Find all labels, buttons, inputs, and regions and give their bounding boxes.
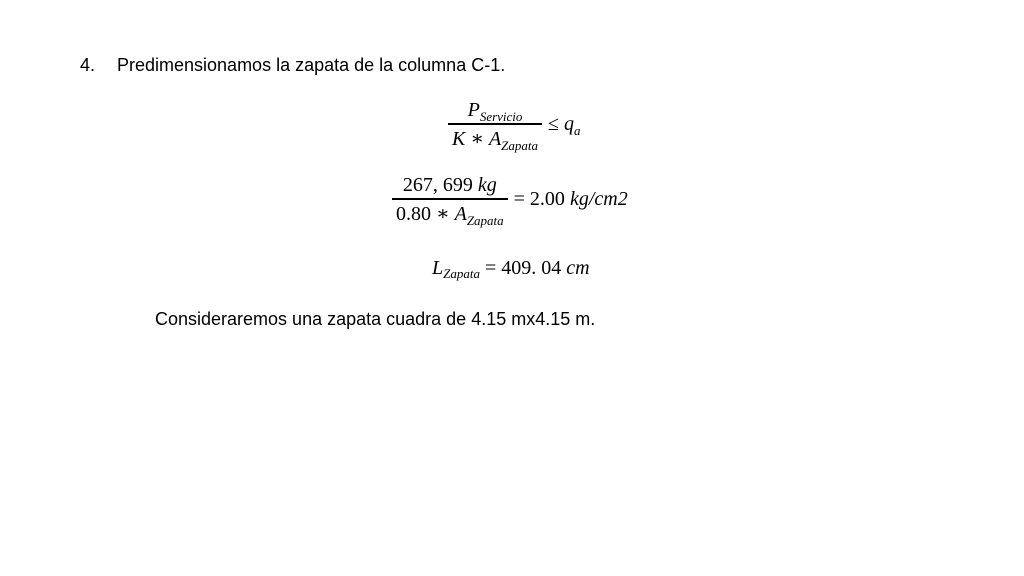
var-a: A: [454, 202, 467, 225]
fraction-numerator: [464, 100, 527, 123]
result-unit: cm: [566, 257, 590, 279]
var-l: L: [432, 257, 444, 279]
sub-zapata: Zapata: [443, 265, 480, 281]
fraction-denominator: [392, 200, 508, 228]
factor-value: 0.80 ∗: [396, 202, 455, 225]
fraction-service-load: [448, 99, 542, 153]
var-p: P: [467, 99, 480, 121]
fraction-load-value: [392, 174, 508, 228]
equation-substitution: [392, 174, 628, 228]
sub-zapata: Zapata: [501, 137, 538, 153]
equation-result: [432, 257, 590, 281]
rhs-unit: kg/cm2: [569, 188, 628, 211]
load-unit: kg: [477, 174, 497, 196]
sub-a: a: [573, 123, 581, 139]
var-k: K: [452, 127, 466, 150]
equation-rhs: [508, 189, 628, 209]
load-value: 267, 699: [402, 174, 478, 196]
fraction-denominator: [448, 125, 542, 153]
rhs-value: = 2.00: [513, 188, 570, 211]
equation-rhs: [542, 113, 581, 139]
list-item-text: Predimensionamos la zapata de la columna C-1.: [117, 55, 506, 75]
sub-zapata: Zapata: [466, 212, 504, 228]
list-item-number: 4.: [80, 55, 96, 75]
sub-servicio: Servicio: [479, 109, 523, 124]
var-q: q: [563, 113, 574, 136]
operator-times: ∗: [465, 127, 489, 150]
fraction-numerator: [399, 175, 501, 198]
relation-leq: ≤: [548, 113, 564, 136]
var-a: A: [488, 127, 502, 150]
equation-bearing-capacity: [448, 99, 581, 153]
result-value: = 409. 04: [479, 257, 567, 279]
conclusion-text: Consideraremos una zapata cuadra de 4.15 mx4.15 m.: [155, 309, 596, 329]
